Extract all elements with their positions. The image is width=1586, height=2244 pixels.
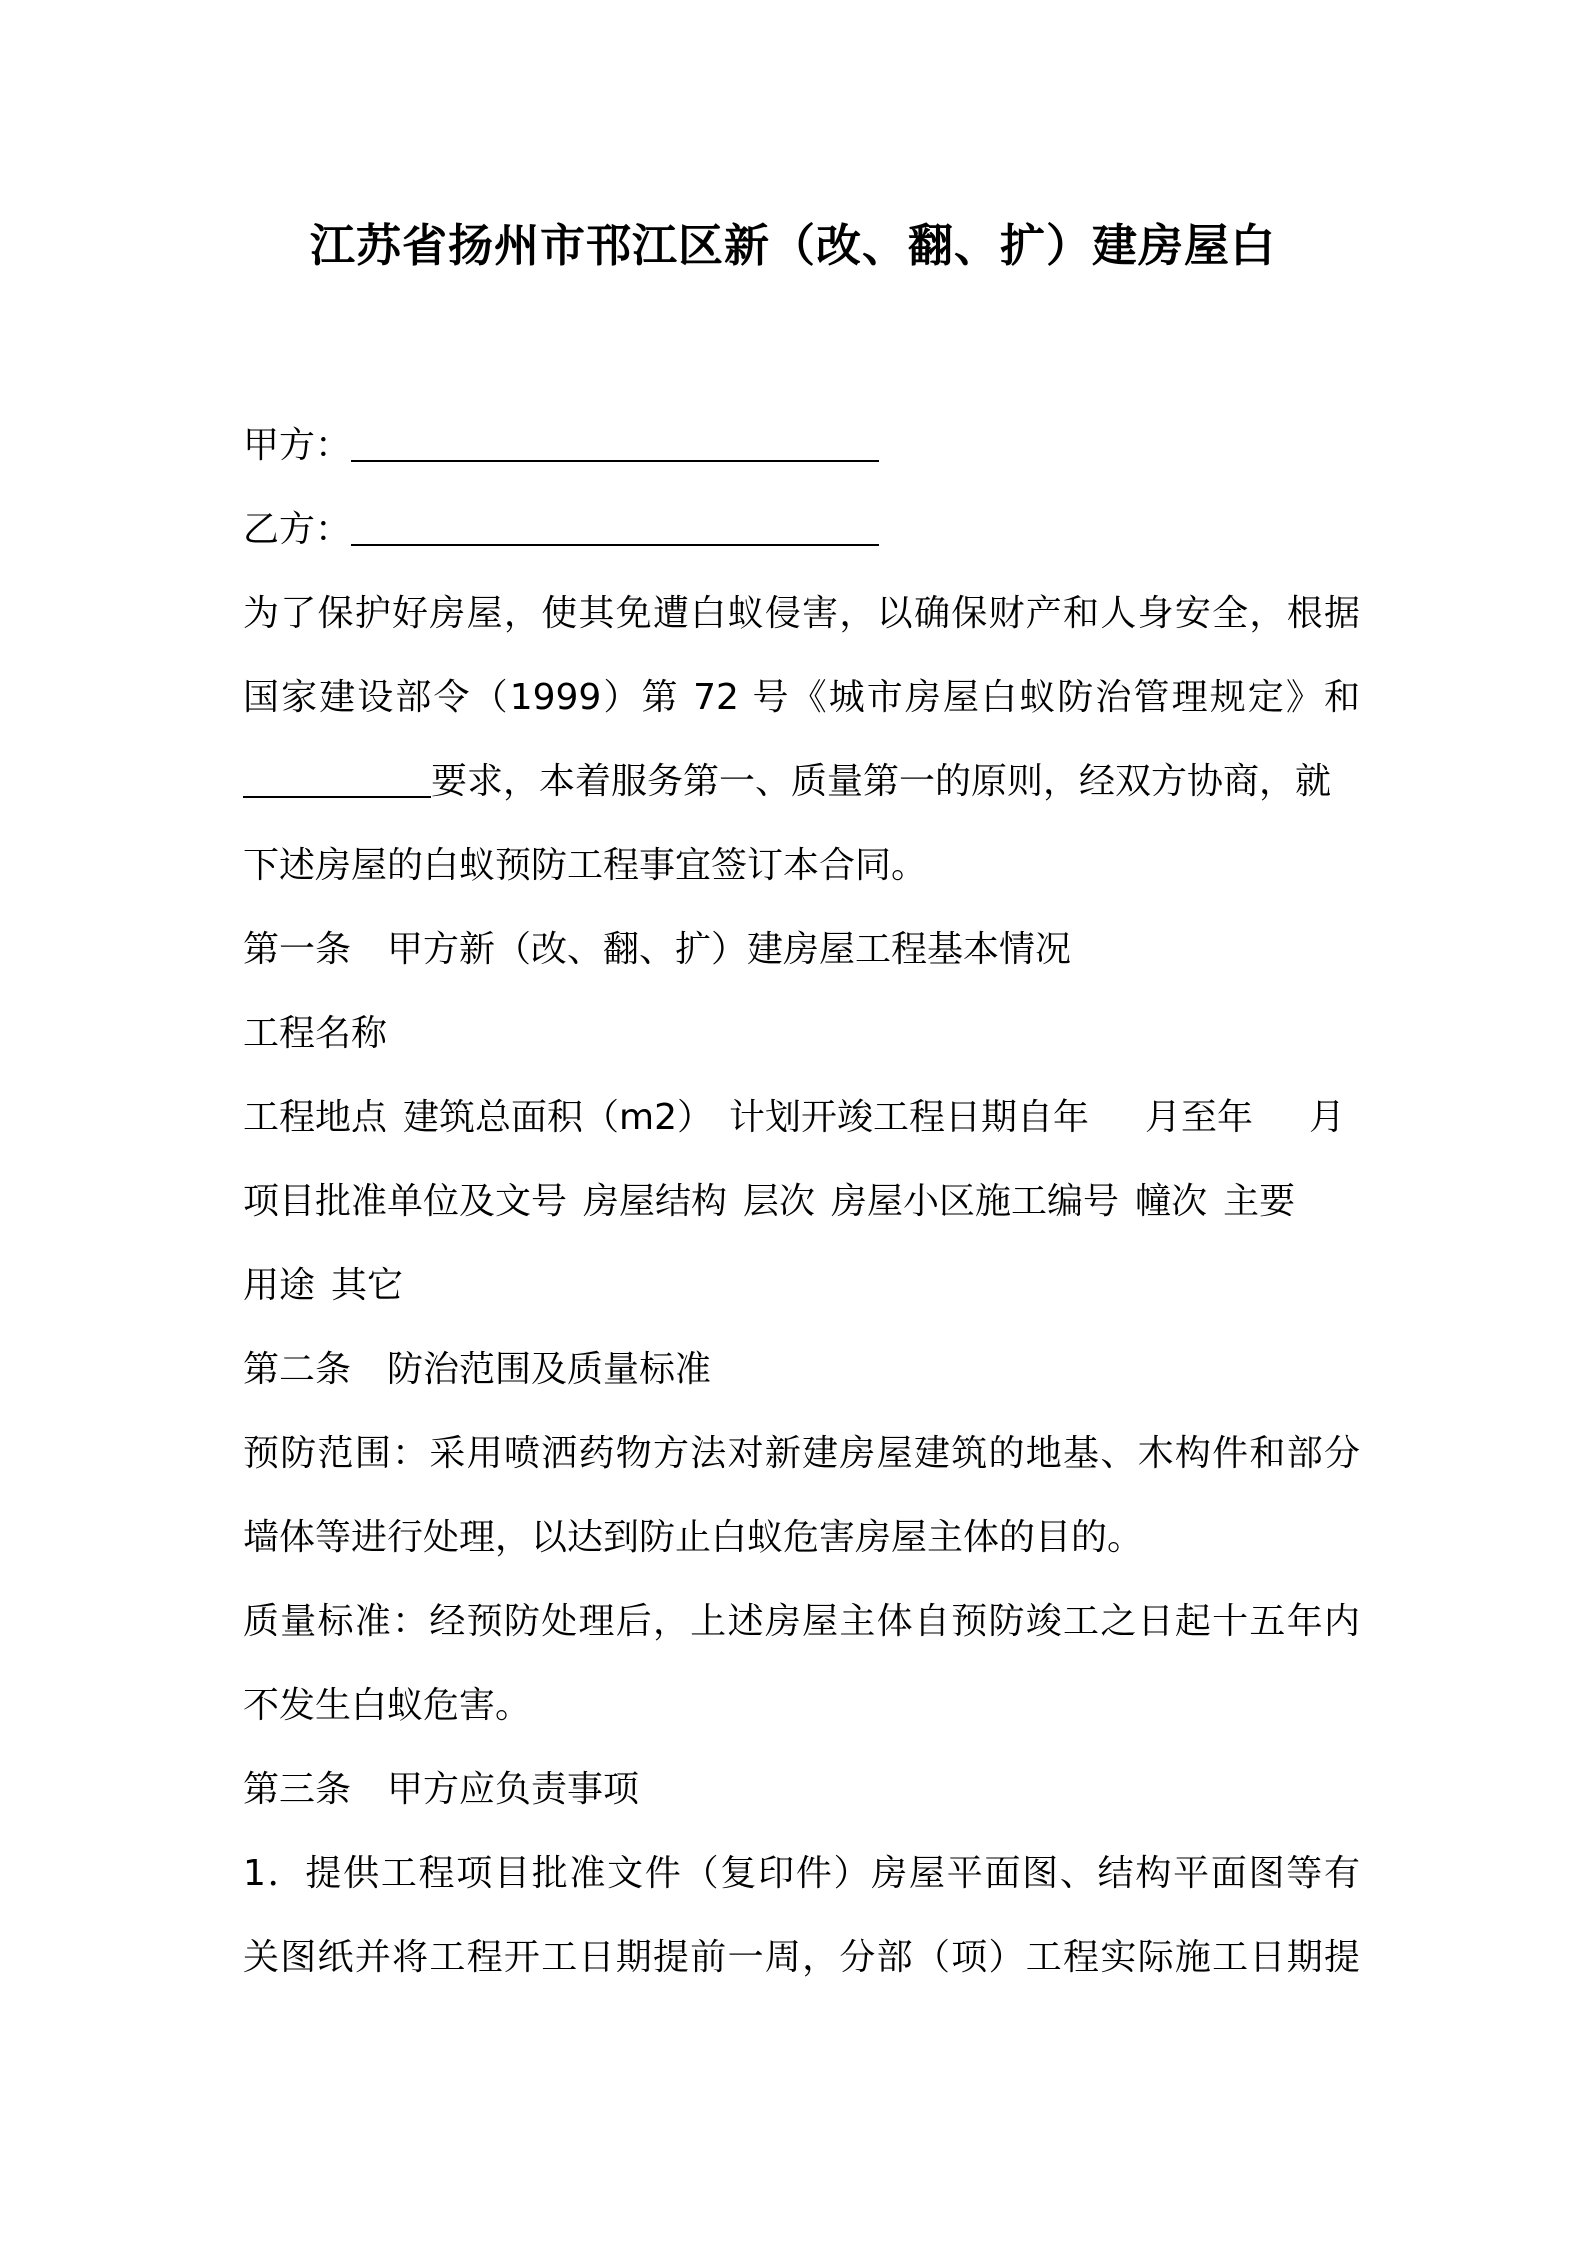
project-row-2 xyxy=(243,1160,1360,1244)
project-month-label: 月 xyxy=(1309,1097,1346,1138)
project-approval-label: 项目批准单位及文号 xyxy=(243,1181,568,1222)
article-2-title: 防治范围及质量标准 xyxy=(387,1349,712,1390)
main-use-label-start: 主要 xyxy=(1223,1181,1296,1222)
buildings-label: 幢次 xyxy=(1135,1181,1208,1222)
project-month-to-year-label: 月至年 xyxy=(1145,1097,1254,1138)
intro-line-4: 下述房屋的白蚁预防工程事宜签订本合同。 xyxy=(243,845,928,886)
project-schedule-label: 计划开竣工程日期自年 xyxy=(729,1097,1090,1138)
other-label: 其它 xyxy=(331,1265,404,1306)
project-row-1 xyxy=(243,1076,1360,1160)
intro-line-3-text: 要求，本着服务第一、质量第一的原则，经双方协商，就 xyxy=(431,761,1332,802)
intro-line-1: 为了保护好房屋，使其免遭白蚁侵害，以确保财产和人身安全，根据 xyxy=(243,593,1360,634)
party-b-blank xyxy=(351,534,879,546)
quality-standard-line-1: 质量标准：经预防处理后，上述房屋主体自预防竣工之日起十五年内 xyxy=(243,1601,1360,1642)
prevention-scope-line-1: 预防范围：采用喷洒药物方法对新建房屋建筑的地基、木构件和部分 xyxy=(243,1433,1360,1474)
article-1-heading xyxy=(243,908,1360,992)
article-2-heading xyxy=(243,1328,1360,1412)
party-b-line xyxy=(243,488,1360,572)
house-structure-label: 房屋结构 xyxy=(583,1181,728,1222)
project-row-3 xyxy=(243,1244,1360,1328)
party-b-label: 乙方： xyxy=(243,509,352,550)
standard-blank xyxy=(243,786,431,798)
article-3-heading xyxy=(243,1748,1360,1832)
prevention-scope-line-2: 墙体等进行处理，以达到防止白蚁危害房屋主体的目的。 xyxy=(243,1517,1144,1558)
construction-code-label: 房屋小区施工编号 xyxy=(831,1181,1120,1222)
party-a-line xyxy=(243,404,1360,488)
main-use-label-end: 用途 xyxy=(243,1265,316,1306)
project-location-label: 工程地点 xyxy=(243,1097,388,1138)
intro-line-2: 国家建设部令（1999）第 72 号《城市房屋白蚁防治管理规定》和 xyxy=(243,677,1360,718)
document-title: 江苏省扬州市邗江区新（改、翻、扩）建房屋白 xyxy=(309,219,1276,272)
article-1-title: 甲方新（改、翻、扩）建房屋工程基本情况 xyxy=(387,929,1072,970)
article-3-item-1-line-1: 1．提供工程项目批准文件（复印件）房屋平面图、结构平面图等有 xyxy=(243,1853,1360,1894)
article-1-label: 第一条 xyxy=(243,929,352,970)
project-area-label: 建筑总面积（m2） xyxy=(403,1097,713,1138)
article-2-label: 第二条 xyxy=(243,1349,352,1390)
quality-standard-line-2: 不发生白蚁危害。 xyxy=(243,1685,532,1726)
party-a-blank xyxy=(351,450,879,462)
project-name-label: 工程名称 xyxy=(243,1013,388,1054)
intro-line-3 xyxy=(243,740,1360,824)
article-3-title: 甲方应负责事项 xyxy=(387,1769,640,1810)
article-3-label: 第三条 xyxy=(243,1769,352,1810)
document-body xyxy=(243,404,1360,2000)
party-a-label: 甲方： xyxy=(243,425,352,466)
floors-label: 层次 xyxy=(743,1181,816,1222)
article-3-item-1-line-2: 关图纸并将工程开工日期提前一周，分部（项）工程实际施工日期提 xyxy=(243,1937,1360,1978)
